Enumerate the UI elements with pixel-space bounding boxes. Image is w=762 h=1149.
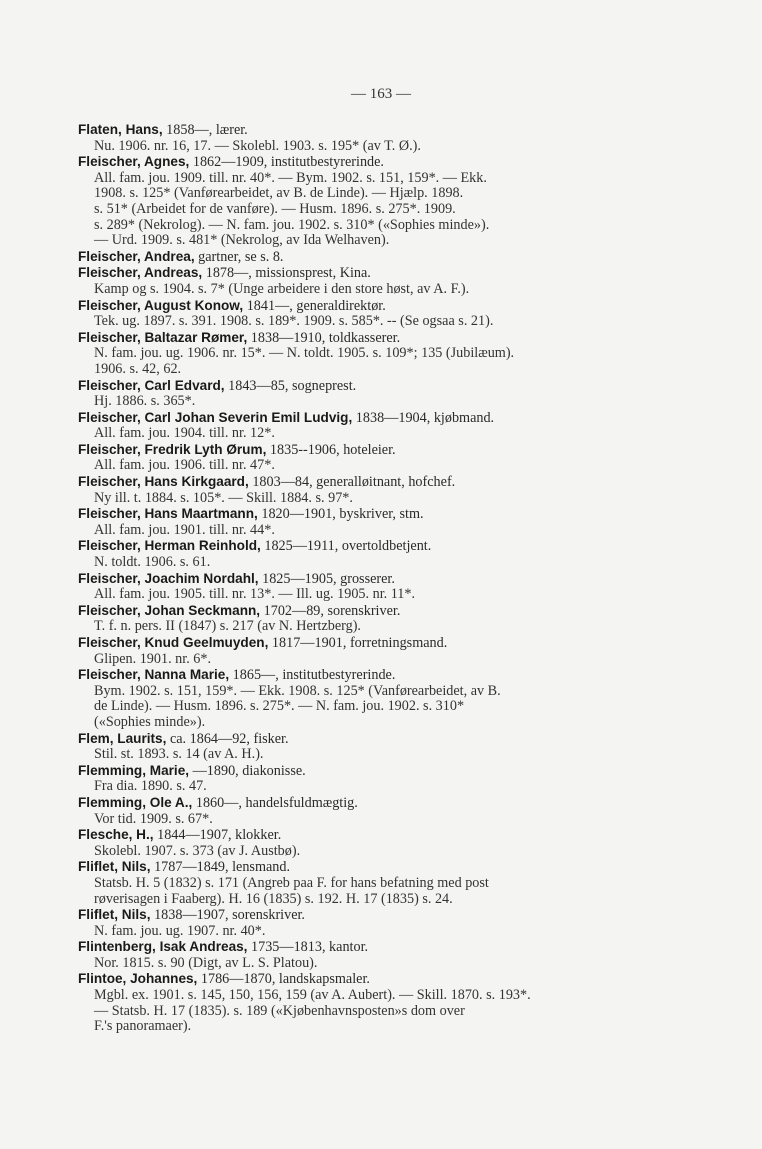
entry xyxy=(78,731,638,763)
entry-name: Fleischer, Hans Kirkgaard, xyxy=(78,474,249,490)
entry-name: Fliflet, Nils, xyxy=(78,859,151,875)
entry-reference-line: — Urd. 1909. s. 481* (Nekrolog, av Ida Welhaven). xyxy=(94,232,390,249)
entry-reference-line: N. fam. jou. ug. 1907. nr. 40*. xyxy=(94,922,266,939)
entry-name: Flemming, Marie, xyxy=(78,762,190,778)
entry-heading-line xyxy=(78,971,638,988)
entry-reference-line: All. fam. jou. 1906. till. nr. 47*. xyxy=(94,457,275,474)
entry-heading-line xyxy=(78,378,638,395)
entry-description: 1838—1904, kjøbmand. xyxy=(352,409,495,426)
entry-reference-line: All. fam. jou. 1901. till. nr. 44*. xyxy=(94,521,275,538)
entry xyxy=(78,122,638,154)
entry-heading-line xyxy=(78,249,638,266)
entry-reference-line: røverisagen i Faaberg). H. 16 (1835) s. 192. H. 17 (1835) s. 24. xyxy=(94,890,453,907)
entry-heading-line xyxy=(78,410,638,427)
entry-reference-line: Nu. 1906. nr. 16, 17. — Skolebl. 1903. s. 195* (av T. Ø.). xyxy=(94,137,421,154)
entry-name: Fleischer, Baltazar Rømer, xyxy=(78,329,248,345)
entry-description: 1858—, lærer. xyxy=(162,122,248,138)
entry-name: Flem, Laurits, xyxy=(78,730,167,746)
entry-description: 1787—1849, lensmand. xyxy=(150,859,291,876)
entry-heading-line xyxy=(78,330,638,347)
entry-heading-line xyxy=(78,265,638,282)
entry-heading-line xyxy=(78,474,638,491)
entry-name: Fleischer, Nanna Marie, xyxy=(78,667,230,683)
entry-name: Flesche, H., xyxy=(78,827,154,843)
entry-description: 1803—84, generalløitnant, hofchef. xyxy=(248,474,456,491)
entry-heading-line xyxy=(78,763,638,780)
entry-description: 1862—1909, institutbestyrerinde. xyxy=(189,154,384,171)
entry-description: 1844—1907, klokker. xyxy=(153,827,282,844)
entry-name: Fleischer, Joachim Nordahl, xyxy=(78,570,259,586)
page-number: — 163 — xyxy=(351,86,411,102)
entry-reference-line: Bym. 1902. s. 151, 159*. — Ekk. 1908. s. 125* (Vanførearbeidet, av B. xyxy=(94,682,501,699)
entry-name: Fleischer, Knud Geelmuyden, xyxy=(78,635,269,650)
entry xyxy=(78,410,638,442)
entry xyxy=(78,330,638,378)
entry-description: 1860—, handelsfuldmægtig. xyxy=(192,794,358,811)
entry-name: Fleischer, Herman Reinhold, xyxy=(78,538,261,554)
entry-reference-line: All. fam. jou. 1905. till. nr. 13*. — Ill. ug. 1905. nr. 11*. xyxy=(94,586,416,603)
entry-description: —1890, diakonisse. xyxy=(189,762,306,779)
entry-description: 1838—1910, toldkasserer. xyxy=(247,329,401,346)
entry-heading-line xyxy=(78,603,638,620)
entry-description: 1735—1813, kantor. xyxy=(247,939,369,956)
entry-reference-line: Stil. st. 1893. s. 14 (av A. H.). xyxy=(94,746,264,763)
entry-heading-line xyxy=(78,154,638,171)
entry-list xyxy=(78,122,638,1035)
entry-heading-line xyxy=(78,442,638,459)
entry xyxy=(78,939,638,971)
entry-name: Fleischer, Hans Maartmann, xyxy=(78,506,258,522)
entry-heading-line xyxy=(78,571,638,588)
entry xyxy=(78,971,638,1034)
entry-reference-line: Mgbl. ex. 1901. s. 145, 150, 156, 159 (av A. Aubert). — Skill. 1870. s. 193*. xyxy=(94,987,531,1004)
entry xyxy=(78,538,638,570)
entry xyxy=(78,265,638,297)
entry-reference-line: s. 289* (Nekrolog). — N. fam. jou. 1902. s. 310* («Sophies minde»). xyxy=(94,216,490,233)
entry-name: Fleischer, Fredrik Lyth Ørum, xyxy=(78,441,267,457)
entry xyxy=(78,506,638,538)
entry xyxy=(78,154,638,249)
entry-reference-line: All. fam. jou. 1904. till. nr. 12*. xyxy=(94,425,275,442)
entry-reference-line: Fra dia. 1890. s. 47. xyxy=(94,778,207,795)
entry-heading-line xyxy=(78,859,638,876)
entry-description: 1835--1906, hoteleier. xyxy=(266,441,396,458)
entry xyxy=(78,795,638,827)
entry-name: Fleischer, August Konow, xyxy=(78,297,244,313)
entry-heading-line xyxy=(78,538,638,555)
entry-description: 1878—, missionsprest, Kina. xyxy=(202,265,371,282)
entry-name: Fleischer, Andrea, xyxy=(78,248,195,264)
entry-name: Fleischer, Carl Edvard, xyxy=(78,377,225,393)
entry-reference-line: Glipen. 1901. nr. 6*. xyxy=(94,650,212,667)
entry xyxy=(78,378,638,410)
entry-description: 1817—1901, forretningsmand. xyxy=(268,635,448,651)
entry-heading-line xyxy=(78,907,638,924)
entry-description: 1843—85, sogneprest. xyxy=(224,377,357,394)
entry-name: Fleischer, Carl Johan Severin Emil Ludvig, xyxy=(78,409,353,425)
entry-heading-line xyxy=(78,122,638,139)
entry-heading-line xyxy=(78,827,638,844)
entry xyxy=(78,298,638,330)
entry-heading-line xyxy=(78,635,638,652)
entry xyxy=(78,249,638,266)
entry-reference-line: Skolebl. 1907. s. 373 (av J. Austbø). xyxy=(94,842,301,859)
entry-reference-line: Tek. ug. 1897. s. 391. 1908. s. 189*. 1909. s. 585*. -- (Se ogsaa s. 21). xyxy=(94,313,494,330)
entry-heading-line xyxy=(78,298,638,315)
entry-name: Fleischer, Andreas, xyxy=(78,265,203,281)
entry-reference-line: 1906. s. 42, 62. xyxy=(94,360,182,377)
entry-name: Flaten, Hans, xyxy=(78,122,163,137)
entry-description: gartner, se s. 8. xyxy=(194,248,284,265)
entry-reference-line: Ny ill. t. 1884. s. 105*. — Skill. 1884. s. 97*. xyxy=(94,489,353,506)
entry xyxy=(78,667,638,730)
entry xyxy=(78,907,638,939)
entry xyxy=(78,635,638,667)
entry-reference-line: N. toldt. 1906. s. 61. xyxy=(94,554,211,571)
entry-reference-line: Statsb. H. 5 (1832) s. 171 (Angreb paa F. for hans befatning med post xyxy=(94,874,489,891)
entry-description: 1825—1911, overtoldbetjent. xyxy=(260,538,432,555)
entry-description: 1825—1905, grosserer. xyxy=(258,570,395,587)
entry-reference-line: s. 51* (Arbeidet for de vanføre). — Husm. 1896. s. 275*. 1909. xyxy=(94,200,456,217)
entry xyxy=(78,474,638,506)
entry-reference-line: Kamp og s. 1904. s. 7* (Unge arbeidere i den store høst, av A. F.). xyxy=(94,280,470,297)
entry-description: 1702—89, sorenskriver. xyxy=(260,602,401,619)
entry-description: 1841—, generaldirektør. xyxy=(243,297,386,314)
entry-reference-line: Nor. 1815. s. 90 (Digt, av L. S. Platou). xyxy=(94,954,318,971)
entry-description: ca. 1864—92, fisker. xyxy=(166,730,289,747)
entry-name: Flemming, Ole A., xyxy=(78,794,193,810)
entry-name: Flintenberg, Isak Andreas, xyxy=(78,939,248,955)
entry-heading-line xyxy=(78,795,638,812)
entry-reference-line: N. fam. jou. ug. 1906. nr. 15*. — N. toldt. 1905. s. 109*; 135 (Jubilæum). xyxy=(94,345,515,362)
entry-name: Fliflet, Nils, xyxy=(78,907,151,923)
entry xyxy=(78,442,638,474)
entry xyxy=(78,827,638,859)
entry-reference-line: («Sophies minde»). xyxy=(94,713,206,730)
entry-reference-line: 1908. s. 125* (Vanførearbeidet, av B. de Linde). — Hjælp. 1898. xyxy=(94,185,464,202)
entry-heading-line xyxy=(78,667,638,684)
entry-reference-line: Hj. 1886. s. 365*. xyxy=(94,393,196,410)
entry-reference-line: T. f. n. pers. II (1847) s. 217 (av N. Hertzberg). xyxy=(94,618,361,635)
entry-reference-line: Vor tid. 1909. s. 67*. xyxy=(94,810,213,827)
entry-description: 1786—1870, landskapsmaler. xyxy=(197,971,370,988)
entry xyxy=(78,763,638,795)
entry-heading-line xyxy=(78,506,638,523)
entry-reference-line: All. fam. jou. 1909. till. nr. 40*. — Bym. 1902. s. 151, 159*. — Ekk. xyxy=(94,169,487,186)
entry-name: Fleischer, Johan Seckmann, xyxy=(78,602,261,618)
entry-name: Fleischer, Agnes, xyxy=(78,154,190,170)
entry xyxy=(78,603,638,635)
entry-reference-line: F.'s panoramaer). xyxy=(94,1018,192,1035)
entry-reference-line: de Linde). — Husm. 1896. s. 275*. — N. fam. jou. 1902. s. 310* xyxy=(94,698,465,715)
entry-heading-line xyxy=(78,939,638,956)
entry-reference-line: — Statsb. H. 17 (1835). s. 189 («Kjøbenhavnsposten»s dom over xyxy=(94,1002,465,1019)
entry-description: 1838—1907, sorenskriver. xyxy=(150,907,305,924)
entry-description: 1820—1901, byskriver, stm. xyxy=(257,506,424,523)
entry-description: 1865—, institutbestyrerinde. xyxy=(229,667,396,684)
entry xyxy=(78,571,638,603)
entry xyxy=(78,859,638,907)
entry-name: Flintoe, Johannes, xyxy=(78,971,198,987)
entry-heading-line xyxy=(78,731,638,748)
